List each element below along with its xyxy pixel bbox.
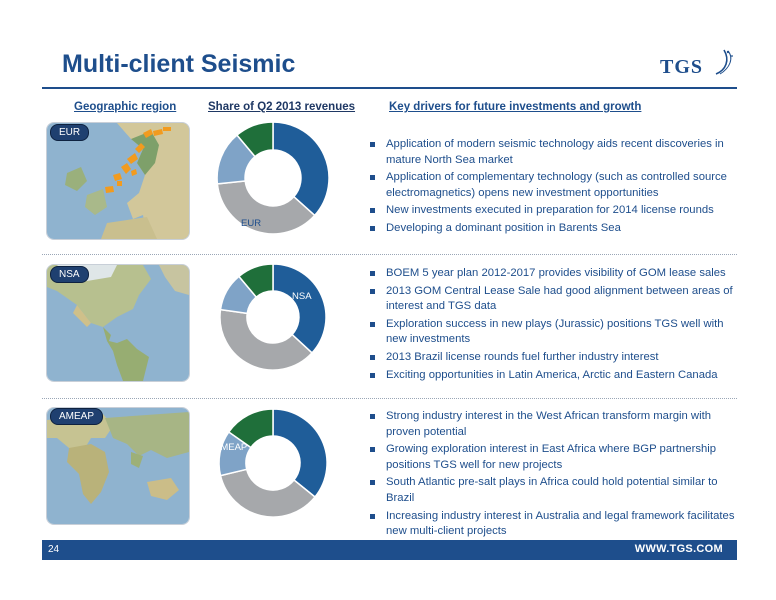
row-divider <box>42 398 737 399</box>
region-badge-eur: EUR <box>50 124 89 141</box>
tgs-logo <box>660 46 730 86</box>
footer-url: WWW.TGS.COM <box>634 543 723 555</box>
page-number: 24 <box>48 544 60 555</box>
region-badge-ameap: AMEAP <box>50 408 103 425</box>
footer-bar <box>42 540 737 560</box>
col-head-region: Geographic region <box>74 101 177 113</box>
bullets-nsa <box>370 266 738 385</box>
bullet-item: 2013 Brazil license rounds fuel further industry interest <box>370 350 738 366</box>
bullet-item: Increasing industry interest in Australia and legal framework facilitates new multi-client projects <box>370 509 738 540</box>
page-title: Multi-client Seismic <box>62 50 296 78</box>
donut-label-eur: EUR <box>241 218 262 229</box>
donut-ameap <box>208 404 338 524</box>
col-head-drivers: Key drivers for future investments and growth <box>389 101 642 113</box>
donut-nsa-segment-blue <box>273 264 326 353</box>
col-head-share: Share of Q2 2013 revenues <box>208 101 356 113</box>
donut-eur-segment-blue <box>273 122 329 215</box>
row-divider <box>42 254 737 255</box>
donut-nsa <box>208 262 338 382</box>
bullet-item: Growing exploration interest in East Africa where BGP partnership positions TGS well for new projects <box>370 442 738 473</box>
bullet-item: Exploration success in new plays (Jurassic) positions TGS well with new investments <box>370 317 738 348</box>
donut-label-ameap: AMEAP <box>214 442 248 453</box>
logo-swoosh-icon <box>706 48 736 78</box>
region-badge-nsa: NSA <box>50 266 89 283</box>
bullet-item: BOEM 5 year plan 2012-2017 provides visibility of GOM lease sales <box>370 266 738 282</box>
donut-ameap-segment-blue <box>273 409 327 497</box>
bullet-item: Developing a dominant position in Barents Sea <box>370 221 738 237</box>
bullet-item: Application of modern seismic technology aids recent discoveries in mature North Sea market <box>370 137 738 168</box>
logo-text: TGS <box>660 56 704 78</box>
bullets-ameap <box>370 409 738 542</box>
donut-eur <box>208 118 338 238</box>
bullet-item: Exciting opportunities in Latin America, Arctic and Eastern Canada <box>370 368 738 384</box>
title-rule <box>42 87 737 89</box>
bullet-item: South Atlantic pre-salt plays in Africa could hold potential similar to Brazil <box>370 475 738 506</box>
bullet-item: Application of complementary technology (such as controlled source electromagnetics) opens new investment opportunities <box>370 170 738 201</box>
donut-label-nsa: NSA <box>292 291 312 302</box>
bullets-eur <box>370 137 738 239</box>
bullet-item: 2013 GOM Central Lease Sale had good alignment between areas of interest and TGS data <box>370 284 738 315</box>
bullet-item: Strong industry interest in the West African transform margin with proven potential <box>370 409 738 440</box>
bullet-item: New investments executed in preparation for 2014 license rounds <box>370 203 738 219</box>
